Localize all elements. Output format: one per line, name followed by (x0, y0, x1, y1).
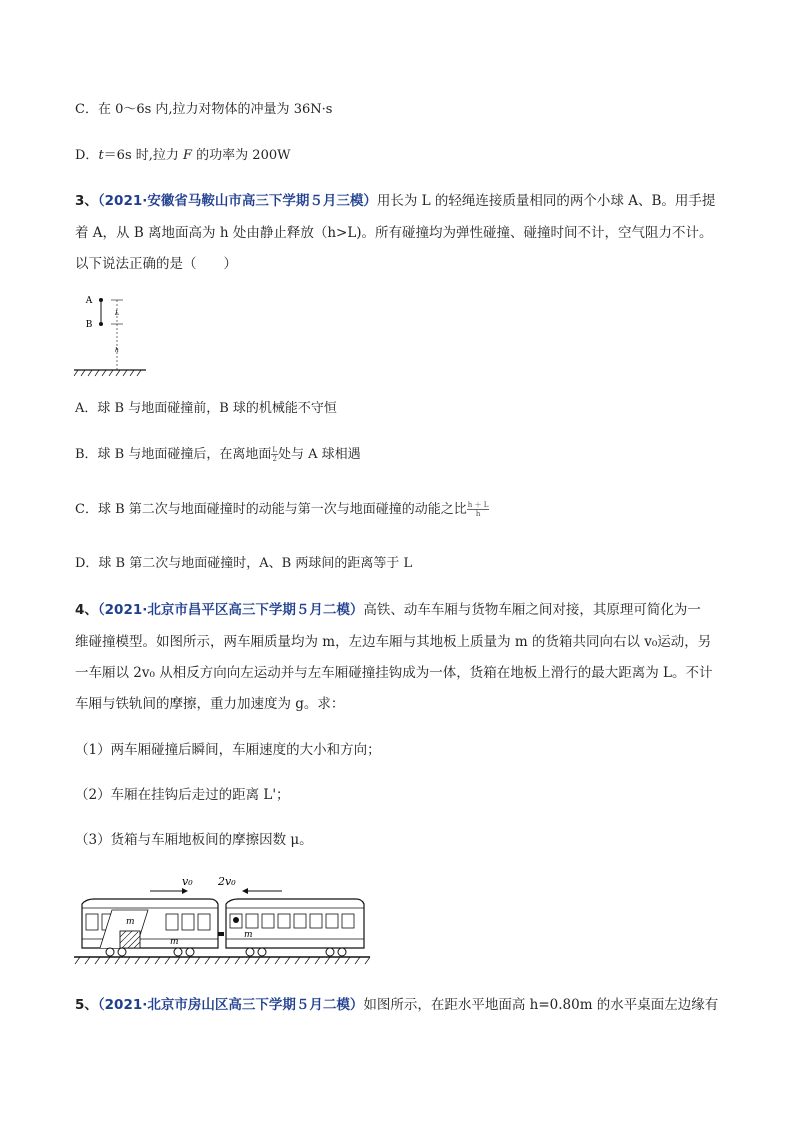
q5-number: 5、 (75, 997, 98, 1013)
q3-figure-balls (70, 290, 150, 382)
label-2v0: 2v₀ (218, 875, 236, 888)
fraction-denominator: 2 (272, 455, 277, 463)
q2-option-d-suffix: 的功率为 200W (192, 148, 291, 163)
label-m-left-car: m (170, 937, 179, 947)
label-b: B (85, 320, 93, 330)
q3-option-b (75, 445, 361, 465)
label-h: h (115, 347, 119, 354)
q4-stem-line1 (75, 600, 701, 620)
q3-option-b-prefix: B．球 B 与地面碰撞后，在离地面 (75, 447, 272, 462)
q3-number: 3、 (75, 193, 98, 209)
q4-stem-line3: 一车厢以 2v₀ 从相反方向向左运动并与左车厢碰撞挂钩成为一体，货箱在地板上滑行的最大距离为 L。不计 (75, 665, 713, 681)
q2-option-d-prefix: D． (75, 148, 99, 163)
q2-option-d-f: F (183, 148, 193, 163)
q3-source: （2021·安徽省马鞍山市高三下学期５月三模） (97, 193, 377, 209)
q4-sub3: （3）货箱与车厢地板间的摩擦因数 μ。 (75, 832, 313, 848)
q3-stem-line1 (75, 191, 715, 211)
q2-option-c: C．在 0～6s 内,拉力对物体的冲量为 36N·s (75, 102, 333, 117)
q3-option-b-suffix: 处与 A 球相遇 (278, 447, 361, 462)
label-l: L (115, 310, 119, 317)
q4-line1-text: 高铁、动车车厢与货物车厢之间对接，其原理可简化为一 (363, 602, 701, 618)
fraction-denominator: h (475, 510, 481, 518)
fraction-numerator: L (272, 446, 278, 454)
q4-sub2: （2）车厢在挂钩后走过的距离 L'； (75, 787, 290, 803)
q3-line1-text: 用长为 L 的轻绳连接质量相同的两个小球 A、B。用手提 (376, 193, 716, 209)
q4-number: 4、 (75, 602, 98, 618)
ground-hatch (74, 370, 141, 376)
label-m-cargo: m (126, 917, 135, 927)
q5-line1-text: 如图所示，在距水平地面高 h=0.80m 的水平桌面左边缘有 (363, 997, 719, 1013)
q4-figure-train-cars (72, 868, 372, 968)
right-car (226, 899, 364, 956)
q5-stem-line1 (75, 995, 718, 1015)
label-m-right-car: m (244, 930, 253, 940)
q5-source: （2021·北京市房山区高三下学期５月二模） (97, 997, 364, 1013)
fraction-h-plus-l-over-h (467, 501, 490, 518)
q4-stem-line4: 车厢与铁轨间的摩擦，重力加速度为 g。求： (75, 696, 345, 712)
label-a: A (85, 296, 93, 306)
q2-option-d (75, 146, 291, 166)
rail-hatch (75, 957, 370, 964)
q3-option-a: A．球 B 与地面碰撞前，B 球的机械能不守恒 (75, 401, 337, 416)
driver-icon (233, 917, 239, 923)
q3-option-c (75, 500, 489, 520)
q4-sub1: （1）两车厢碰撞后瞬间，车厢速度的大小和方向； (75, 742, 381, 758)
label-v0: v₀ (182, 875, 193, 888)
fraction-numerator: h ＋ L (467, 501, 489, 509)
q3-stem-line3: 以下说法正确的是（ ） (75, 256, 237, 272)
left-car (82, 899, 224, 956)
q4-stem-line2: 维碰撞模型。如图所示，两车厢质量均为 m，左边车厢与其地板上质量为 m 的货箱共同向右以 v₀运动，另 (75, 634, 712, 650)
q3-stem-line2: 着 A，从 B 离地面高为 h 处由静止释放（h>L)。所有碰撞均为弹性碰撞、碰撞时间不计，空气阻力不计。 (75, 225, 713, 241)
q3-option-d: D．球 B 第二次与地面碰撞时，A、B 两球间的距离等于 L (75, 556, 413, 571)
cargo-box (120, 931, 140, 948)
q2-option-d-t: t (98, 148, 104, 163)
q4-source: （2021·北京市昌平区高三下学期５月二模） (97, 602, 364, 618)
q3-option-c-prefix: C．球 B 第二次与地面碰撞时的动能与第一次与地面碰撞的动能之比 (75, 502, 467, 517)
q2-option-d-mid: ＝6s 时,拉力 (103, 148, 184, 163)
